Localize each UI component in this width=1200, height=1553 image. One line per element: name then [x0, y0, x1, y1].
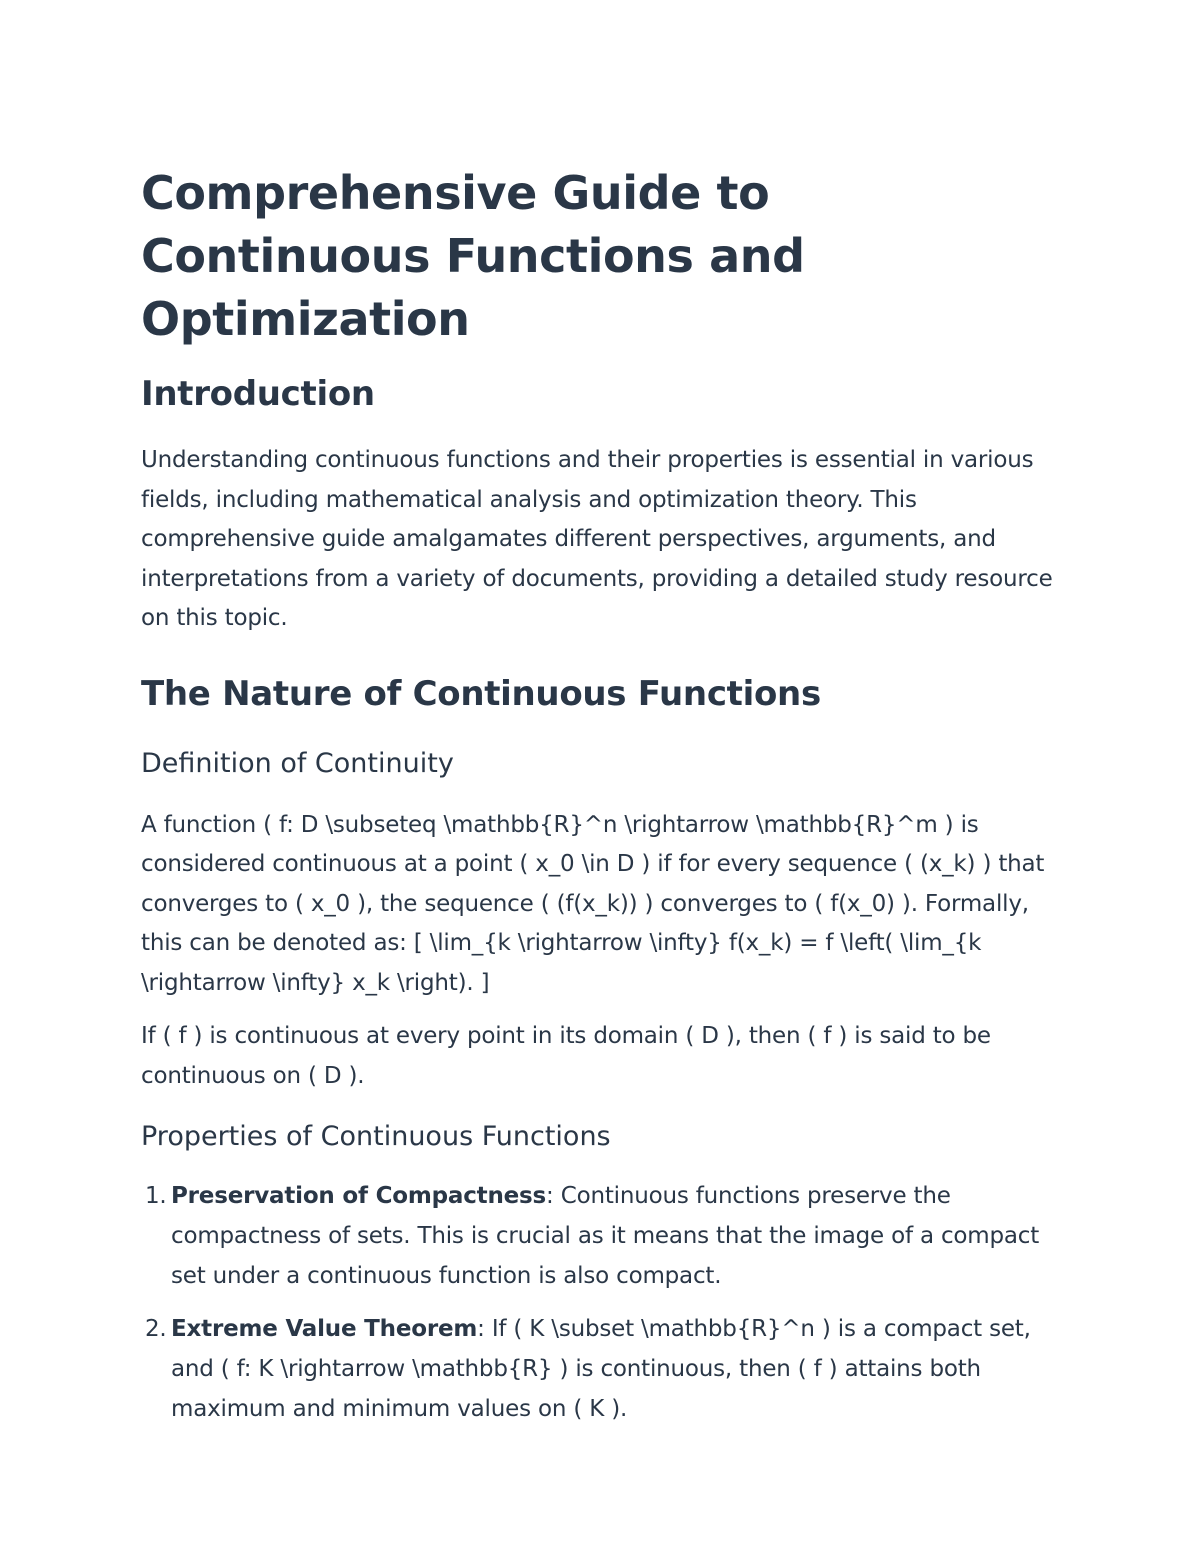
continuity-on-domain-paragraph: If ( f ) is continuous at every point in its domain ( D ), then ( f ) is said to be continuous on ( D ). [141, 1023, 991, 1089]
list-item-term: Preservation of Compactness [171, 1183, 547, 1209]
list-item-text: : If ( K \subset \mathbb{R}^n ) is a compact set, and ( f: K \rightarrow \mathbb{R} ) is continuous, then ( f ) attains both maximum and minimum values on ( K ). [171, 1316, 1031, 1422]
properties-list [141, 1176, 1061, 1429]
list-item [141, 1309, 1061, 1429]
document-title: Comprehensive Guide to Continuous Functions and Optimization [141, 166, 805, 346]
document-page [141, 162, 1061, 1429]
list-item-term: Extreme Value Theorem [171, 1316, 478, 1342]
definition-of-continuity-heading: Definition of Continuity [141, 747, 454, 779]
introduction-paragraph: Understanding continuous functions and their properties is essential in various fields, including mathematical analysis and optimization theory. This comprehensive guide amalgamates different perspectives, arguments, and interpretations from a variety of documents, providing a detailed study resource on this topic. [141, 447, 1053, 631]
list-item-number: 2. [145, 1316, 167, 1342]
list-item-number: 1. [145, 1183, 167, 1209]
list-item [141, 1176, 1061, 1296]
list-item-text: : Continuous functions preserve the compactness of sets. This is crucial as it means that the image of a compact set under a continuous function is also compact. [171, 1183, 1040, 1289]
definition-paragraph: A function ( f: D \subseteq \mathbb{R}^n \rightarrow \mathbb{R}^m ) is considered continuous at a point ( x_0 \in D ) if for every sequence ( (x_k) ) that converges to ( x_0 ), the sequence ( (f(x_k)) ) converges to ( f(x_0) ). Formally, this can be denoted as: [ \lim_{k \rightarrow \infty} f(x_k) = f \left( \lim_{k \rightarrow \infty} x_k \right). ] [141, 811, 1045, 996]
nature-of-continuous-functions-heading: The Nature of Continuous Functions [141, 673, 821, 714]
properties-heading: Properties of Continuous Functions [141, 1121, 611, 1152]
introduction-heading: Introduction [141, 374, 375, 414]
